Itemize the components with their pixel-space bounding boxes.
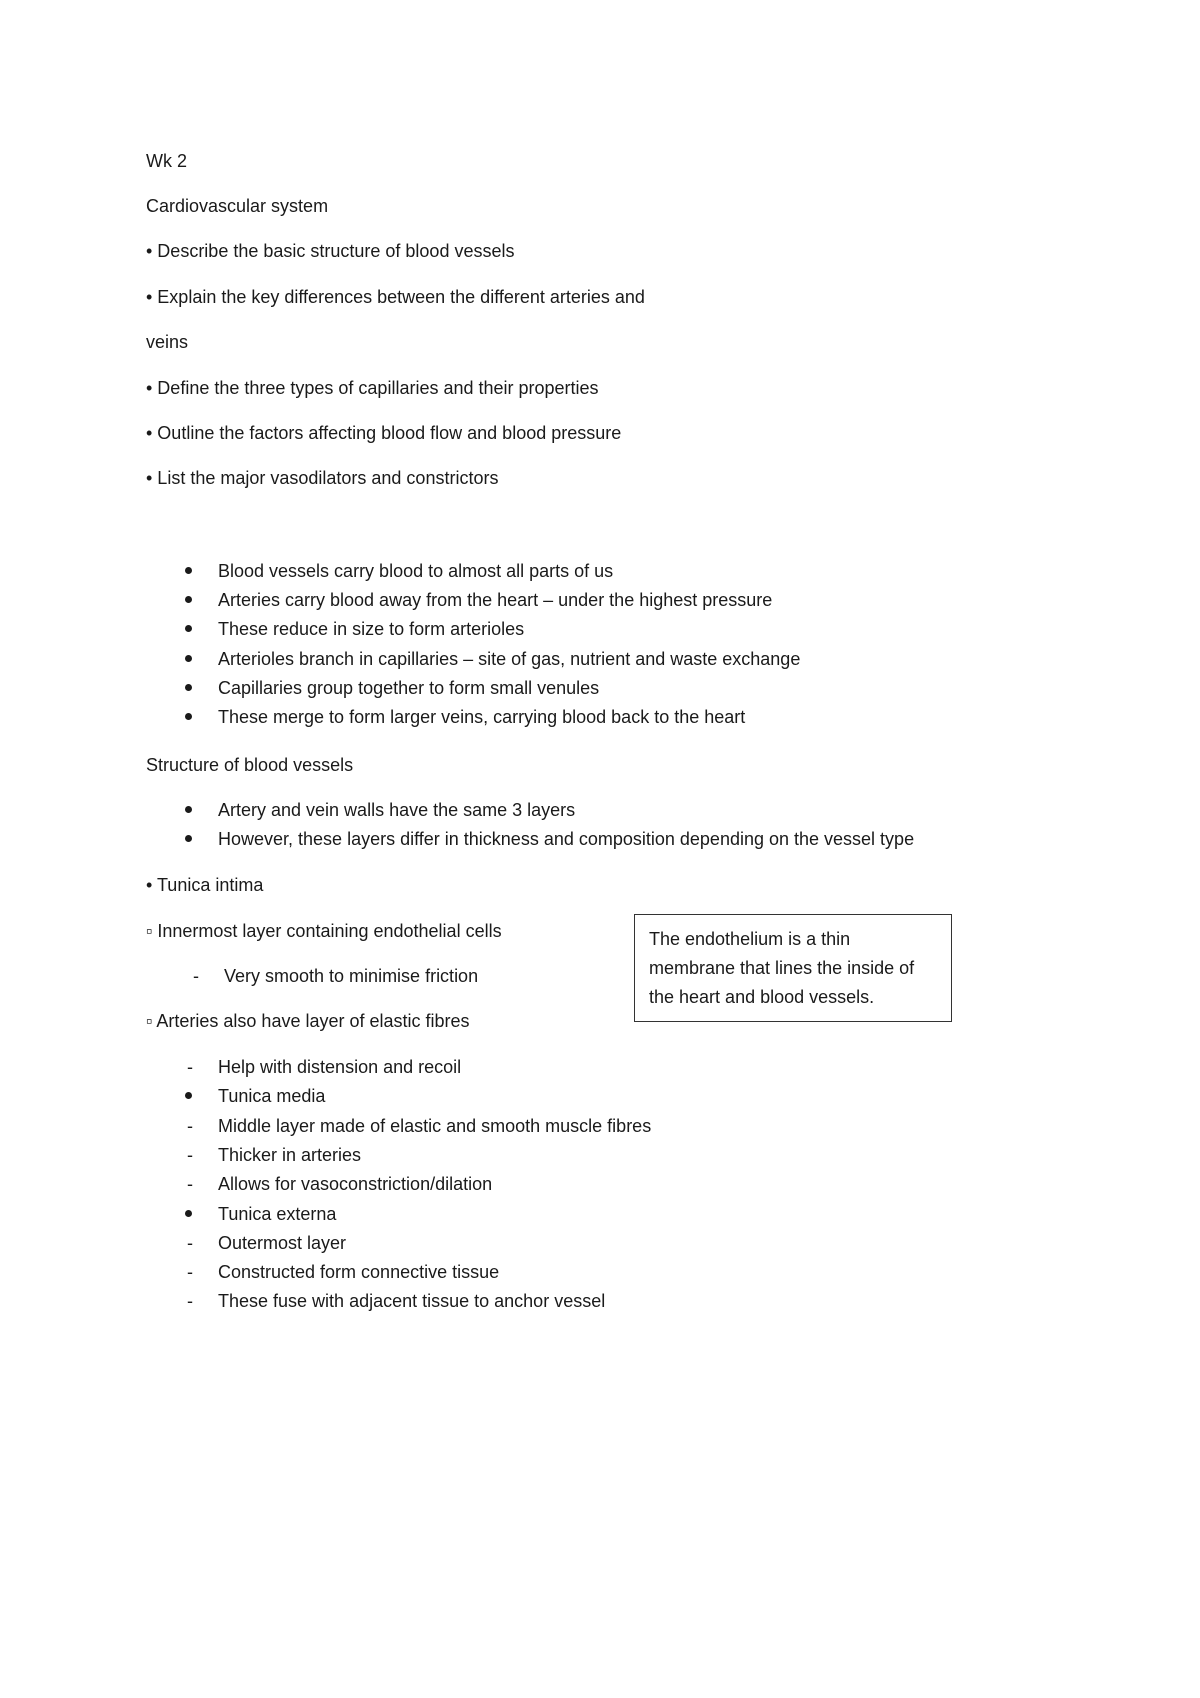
bullet-icon xyxy=(185,596,192,603)
arteries-elastic-text: ▫ Arteries also have layer of elastic fibres xyxy=(146,1011,470,1031)
bullet-icon xyxy=(185,835,192,842)
section-heading: Structure of blood vessels xyxy=(146,755,354,775)
list-item xyxy=(218,1085,325,1107)
bullet-icon xyxy=(185,655,192,662)
list-item xyxy=(187,1261,500,1283)
bullet-icon xyxy=(185,625,192,632)
list-item: Arterioles branch in capillaries – site of gas, nutrient and waste exchange xyxy=(218,648,800,670)
list-item xyxy=(187,1144,362,1166)
bullet-icon xyxy=(185,806,192,813)
list-item xyxy=(187,1290,606,1312)
week-label: Wk 2 xyxy=(146,151,188,171)
list-item xyxy=(187,1115,652,1137)
list-item-text: Middle layer made of elastic and smooth muscle fibres xyxy=(218,1116,652,1136)
list-item-text: Help with distension and recoil xyxy=(218,1057,462,1077)
dash-marker: - xyxy=(187,1174,193,1194)
list-item: Artery and vein walls have the same 3 layers xyxy=(218,799,575,821)
list-item-text: Tunica externa xyxy=(218,1204,337,1224)
dash-marker: - xyxy=(187,1233,193,1253)
objective-item: veins xyxy=(146,332,189,352)
objective-item: • Outline the factors affecting blood flow and blood pressure xyxy=(146,423,622,443)
list-item-text: These fuse with adjacent tissue to anchor vessel xyxy=(218,1291,606,1311)
list-item: Blood vessels carry blood to almost all parts of us xyxy=(218,560,613,582)
list-item-text: Thicker in arteries xyxy=(218,1145,362,1165)
dash-marker: - xyxy=(187,1291,193,1311)
list-item: These reduce in size to form arterioles xyxy=(218,618,524,640)
dash-marker: - xyxy=(187,1262,193,1282)
list-item: Arteries carry blood away from the heart – under the highest pressure xyxy=(218,589,772,611)
list-item xyxy=(187,1232,347,1254)
bullet-icon xyxy=(185,1092,192,1099)
list-item: - Very smooth to minimise friction xyxy=(193,966,479,986)
objective-item: • List the major vasodilators and constrictors xyxy=(146,468,499,488)
bullet-icon xyxy=(185,1210,192,1217)
list-item: However, these layers differ in thickness and composition depending on the vessel type xyxy=(218,828,914,850)
list-item-text: Allows for vasoconstriction/dilation xyxy=(218,1174,493,1194)
list-item: Capillaries group together to form small venules xyxy=(218,677,599,699)
list-item-text: Outermost layer xyxy=(218,1233,347,1253)
objective-item: • Describe the basic structure of blood vessels xyxy=(146,241,515,261)
list-item xyxy=(218,1203,336,1225)
objective-item: • Define the three types of capillaries and their properties xyxy=(146,378,599,398)
list-item-text: Constructed form connective tissue xyxy=(218,1262,500,1282)
dash-marker: - xyxy=(187,1145,193,1165)
list-item-text: Tunica media xyxy=(218,1086,326,1106)
innermost-layer-text: ▫ Innermost layer containing endothelial cells xyxy=(146,921,502,941)
list-item xyxy=(187,1056,462,1078)
objective-item: • Explain the key differences between the different arteries and xyxy=(146,287,645,307)
bullet-icon xyxy=(185,713,192,720)
list-item xyxy=(187,1173,493,1195)
endothelium-note-box xyxy=(634,914,952,1022)
topic-title: Cardiovascular system xyxy=(146,196,329,216)
list-item: These merge to form larger veins, carrying blood back to the heart xyxy=(218,706,745,728)
bullet-icon xyxy=(185,684,192,691)
dash-marker: - xyxy=(187,1057,193,1077)
tunica-intima-heading: • Tunica intima xyxy=(146,875,264,895)
note-text: The endothelium is a thin membrane that lines the inside of the heart and blood vessels. xyxy=(649,929,915,1007)
dash-marker: - xyxy=(187,1116,193,1136)
bullet-icon xyxy=(185,567,192,574)
